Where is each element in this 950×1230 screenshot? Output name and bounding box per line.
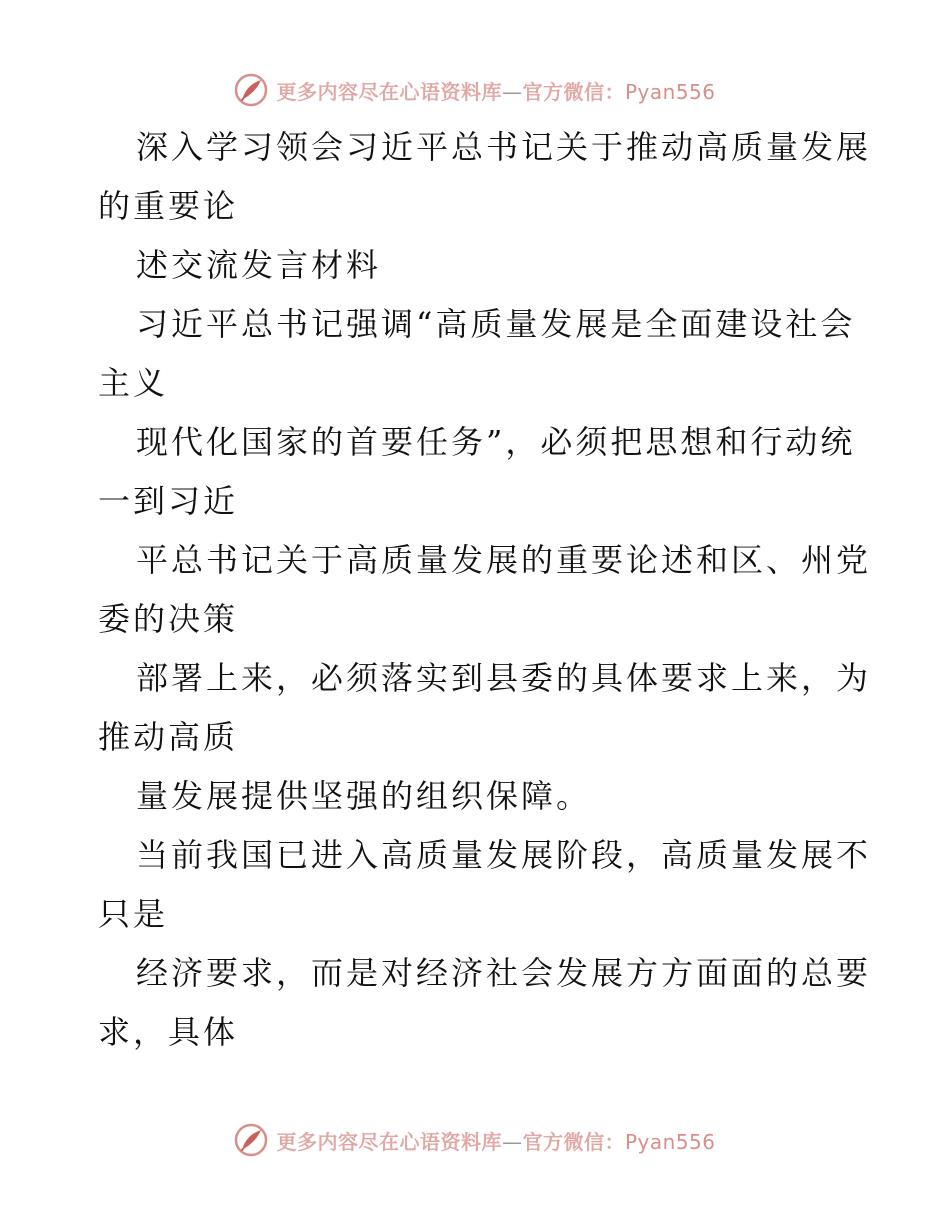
- text-line: 求，具体: [98, 1013, 239, 1051]
- text-line: 委的决策: [98, 600, 239, 638]
- text-line: 当前我国已进入高质量发展阶段，高质量发展不: [136, 836, 872, 874]
- text-line: 量发展提供坚强的组织保障。: [136, 777, 592, 815]
- text-line: 推动高质: [98, 718, 239, 756]
- text-line: 经济要求，而是对经济社会发展方方面面的总要: [136, 954, 872, 992]
- quill-logo-icon: [234, 1123, 268, 1157]
- text-line: 只是: [98, 895, 169, 933]
- text-line: 部署上来，必须落实到县委的具体要求上来，为: [136, 659, 872, 697]
- quill-logo-icon: [234, 73, 268, 107]
- watermark-text: 更多内容尽在心语资料库—官方微信：Pyan556: [276, 1129, 716, 1154]
- text-line: 现代化国家的首要任务”，必须把思想和行动统: [136, 423, 856, 461]
- text-line: 主义: [98, 364, 169, 402]
- header-watermark: [0, 70, 950, 110]
- text-line: 的重要论: [98, 187, 239, 225]
- text-line: 平总书记关于高质量发展的重要论述和区、州党: [136, 541, 872, 579]
- document-body: [98, 118, 872, 1062]
- text-line: 深入学习领会习近平总书记关于推动高质量发展: [136, 128, 872, 166]
- text-line: 述交流发言材料: [136, 246, 382, 284]
- footer-watermark: [0, 1120, 950, 1160]
- text-line: 习近平总书记强调“高质量发展是全面建设社会: [136, 305, 856, 343]
- text-line: 一到习近: [98, 482, 239, 520]
- watermark-text: 更多内容尽在心语资料库—官方微信：Pyan556: [276, 79, 716, 104]
